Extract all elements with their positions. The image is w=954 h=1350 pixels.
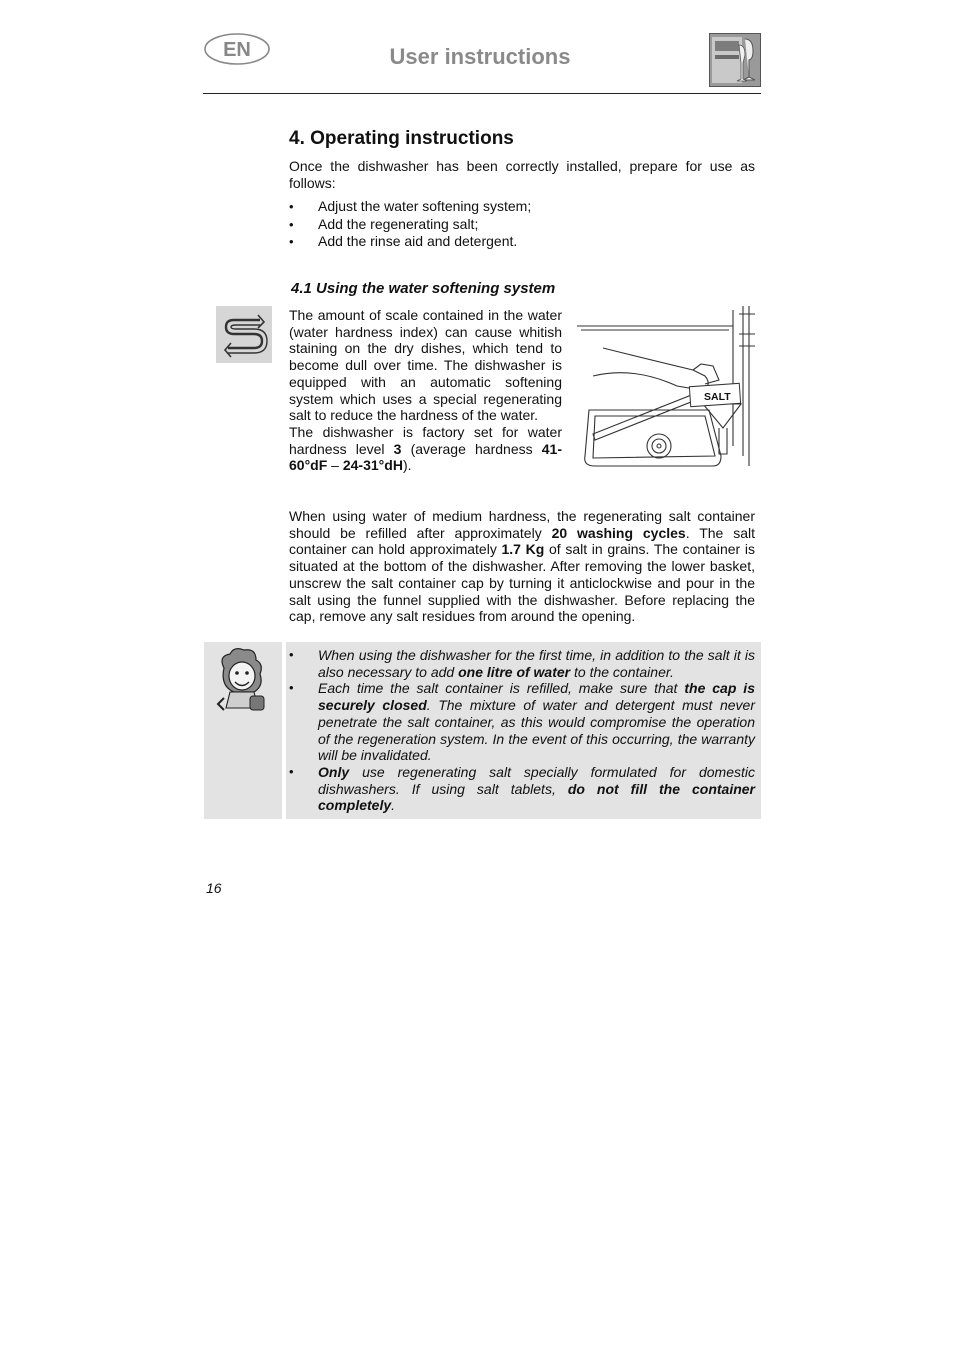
emphasis: the cap is securely closed (318, 680, 755, 714)
salt-refill-paragraph (289, 508, 755, 625)
hardness-level: 3 (393, 440, 402, 457)
salt-capacity: 1.7 Kg (501, 541, 545, 558)
header-divider (203, 93, 761, 94)
text-run: When using the dishwasher for the first time, in addition to the salt it is also necessary to add (318, 647, 755, 680)
hardness-dh: 24-31°dH (342, 457, 403, 474)
note-icon-panel (204, 642, 282, 819)
emphasis: Only (318, 763, 350, 780)
text-run: When using water of medium hardness, the regenerating salt container should be refilled after approximately (289, 508, 755, 541)
text-run: Each time the salt container is refilled, make sure that (318, 680, 685, 697)
list-item (289, 647, 755, 680)
emphasis: one litre of water (458, 663, 571, 680)
list-item (289, 680, 755, 764)
text-run: The amount of scale contained in the water (water hardness index) can cause whitish staining on the dry dishes, which tend to become dull over time. The dishwasher is equipped with an automatic softening system which uses a special regenerating salt to reduce the hardness of the water. (289, 307, 562, 424)
subsection-title: 4.1 Using the water softening system (291, 280, 556, 297)
dishwasher-glasses-icon (709, 33, 761, 87)
en-badge-text: EN (223, 39, 251, 61)
list-item: • Add the rinse aid and detergent. (289, 233, 755, 251)
text-run: . The mixture of water and detergent must never penetrate the salt container, as this would compromise the operation of the regeneration system. In the event of this occurring, the warranty will be invalidated. (318, 697, 756, 764)
text-run: . The salt container can hold approximately (289, 524, 755, 558)
washing-cycles: 20 washing cycles (551, 524, 686, 541)
water-hardness-paragraph (289, 307, 562, 474)
list-item: • Add the regenerating salt; (289, 216, 755, 234)
salt-filling-illustration (573, 306, 757, 478)
list-item (289, 764, 755, 814)
intro-paragraph: Once the dishwasher has been correctly installed, prepare for use as follows: (289, 158, 755, 191)
text-run: use regenerating salt specially formulated for domestic dishwashers. If using salt tablets, (318, 763, 755, 797)
text-run: ). (402, 457, 412, 474)
hardness-df: 41-60°dF (289, 440, 562, 474)
technician-cartoon-icon (204, 642, 282, 722)
water-softener-icon (216, 306, 272, 363)
section-title: 4. Operating instructions (289, 128, 514, 149)
text-run: . (391, 797, 396, 814)
warning-notes-list (289, 647, 755, 814)
text-run: to the container. (570, 663, 674, 680)
text-run: (average hardness (401, 440, 542, 457)
text-run: of salt in grains. The container is situated at the bottom of the dishwasher. After removing the lower basket, unscrew the salt container cap by turning it anticlockwise and pour in the salt using the funnel supplied with the dishwasher. Before replacing the cap, remove any salt residues from around the opening. (289, 541, 756, 625)
water-softener-icon-box (216, 306, 272, 363)
list-item: • Adjust the water softening system; (289, 198, 755, 216)
header-title: User instructions (389, 44, 571, 69)
en-language-badge (203, 32, 271, 68)
text-run: The dishwasher is factory set for water hardness level (289, 423, 562, 457)
text-run: – (327, 457, 343, 474)
salt-label: SALT (704, 391, 731, 403)
preparation-steps-list (289, 198, 755, 251)
page-number: 16 (206, 880, 222, 896)
emphasis: do not fill the container completely (318, 780, 755, 814)
